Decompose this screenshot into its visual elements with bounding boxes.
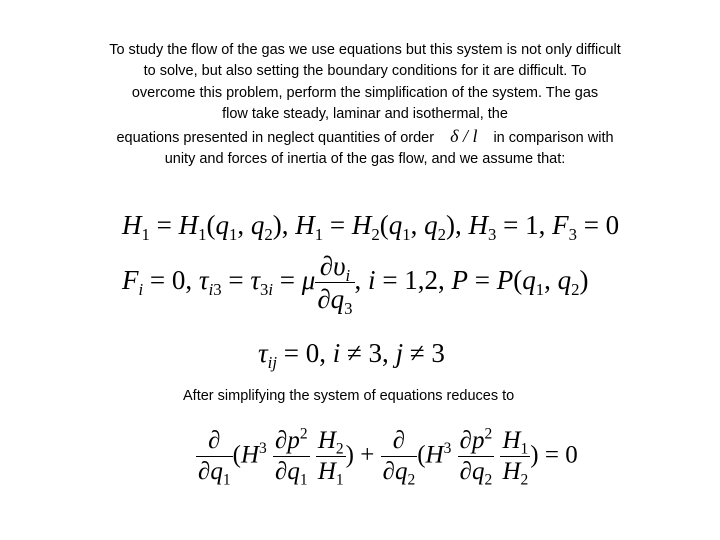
- equation-2: $F_i = 0$, $\tau_{i3} = \tau_{3i} = \mu$ $\frac{\partial\upsilon_i}{\partial q_3}$ , i = 1,2, $P = P(q_1$, $q_2$): [122, 251, 589, 319]
- intro-line-6: unity and forces of inertia of the gas flow, and we assume that:: [164, 151, 566, 168]
- equation-1: $H_1 = H_1(q_1$, $q_2$), $H_1 = H_2(q_1$, $q_2$), $H_3 = 1$, $F_3 = 0$: [122, 210, 620, 244]
- intro-line-2: to solve, but also setting the boundary conditions for it are difficult. To: [143, 63, 587, 80]
- intro-line-1: To study the flow of the gas we use equations but this system is not only difficult: [109, 42, 621, 58]
- fraction-dp2-dq1: $\frac{\partial p^2}{\partial q_1}$: [275, 425, 308, 489]
- intro-line-3: overcome this problem, perform the simplification of the system. The gas: [131, 84, 599, 101]
- reduces-text: After simplifying the system of equations reduces to: [183, 388, 515, 404]
- order-expression: δ / l: [450, 125, 478, 146]
- intro-line-4: flow take steady, laminar and isothermal, the: [222, 106, 508, 123]
- fraction-dv-dq3: $\frac{\partial\upsilon_i}{\partial q_3}$: [317, 251, 353, 319]
- fraction-h2-h1: $\frac{H_2}{H_1}$: [317, 427, 344, 489]
- fraction-h1-h2: $\frac{H_1}{H_2}$: [502, 427, 529, 489]
- intro-line-5-text-after: in comparison with: [493, 129, 614, 146]
- fraction-dp2-dq2: $\frac{\partial p^2}{\partial q_2}$: [459, 425, 493, 489]
- intro-paragraph: [60, 40, 670, 170]
- intro-line-5: [60, 126, 670, 149]
- equation-4: $\frac{\partial}{\partial q_1}$ ($H^3$ $\frac{\partial p^2}{\partial q_1}$ $\frac{H_2}{H_1}$ ) + $\frac{\partial}{\partial q_2}$ ($H^3$ $\frac{\partial p^2}{\partial q_2}$ $\frac{H_1}{H_2}$ ) = 0: [198, 425, 578, 489]
- intro-line-5-text-before: equations presented in neglect quantities of order: [116, 129, 435, 146]
- fraction-d-dq2: $\frac{\partial}{\partial q_2}$: [382, 427, 416, 489]
- equation-3: $\tau_{ij} = 0$, i ≠ 3, j ≠ 3: [258, 338, 445, 372]
- fraction-d-dq1: $\frac{\partial}{\partial q_1}$: [198, 427, 231, 489]
